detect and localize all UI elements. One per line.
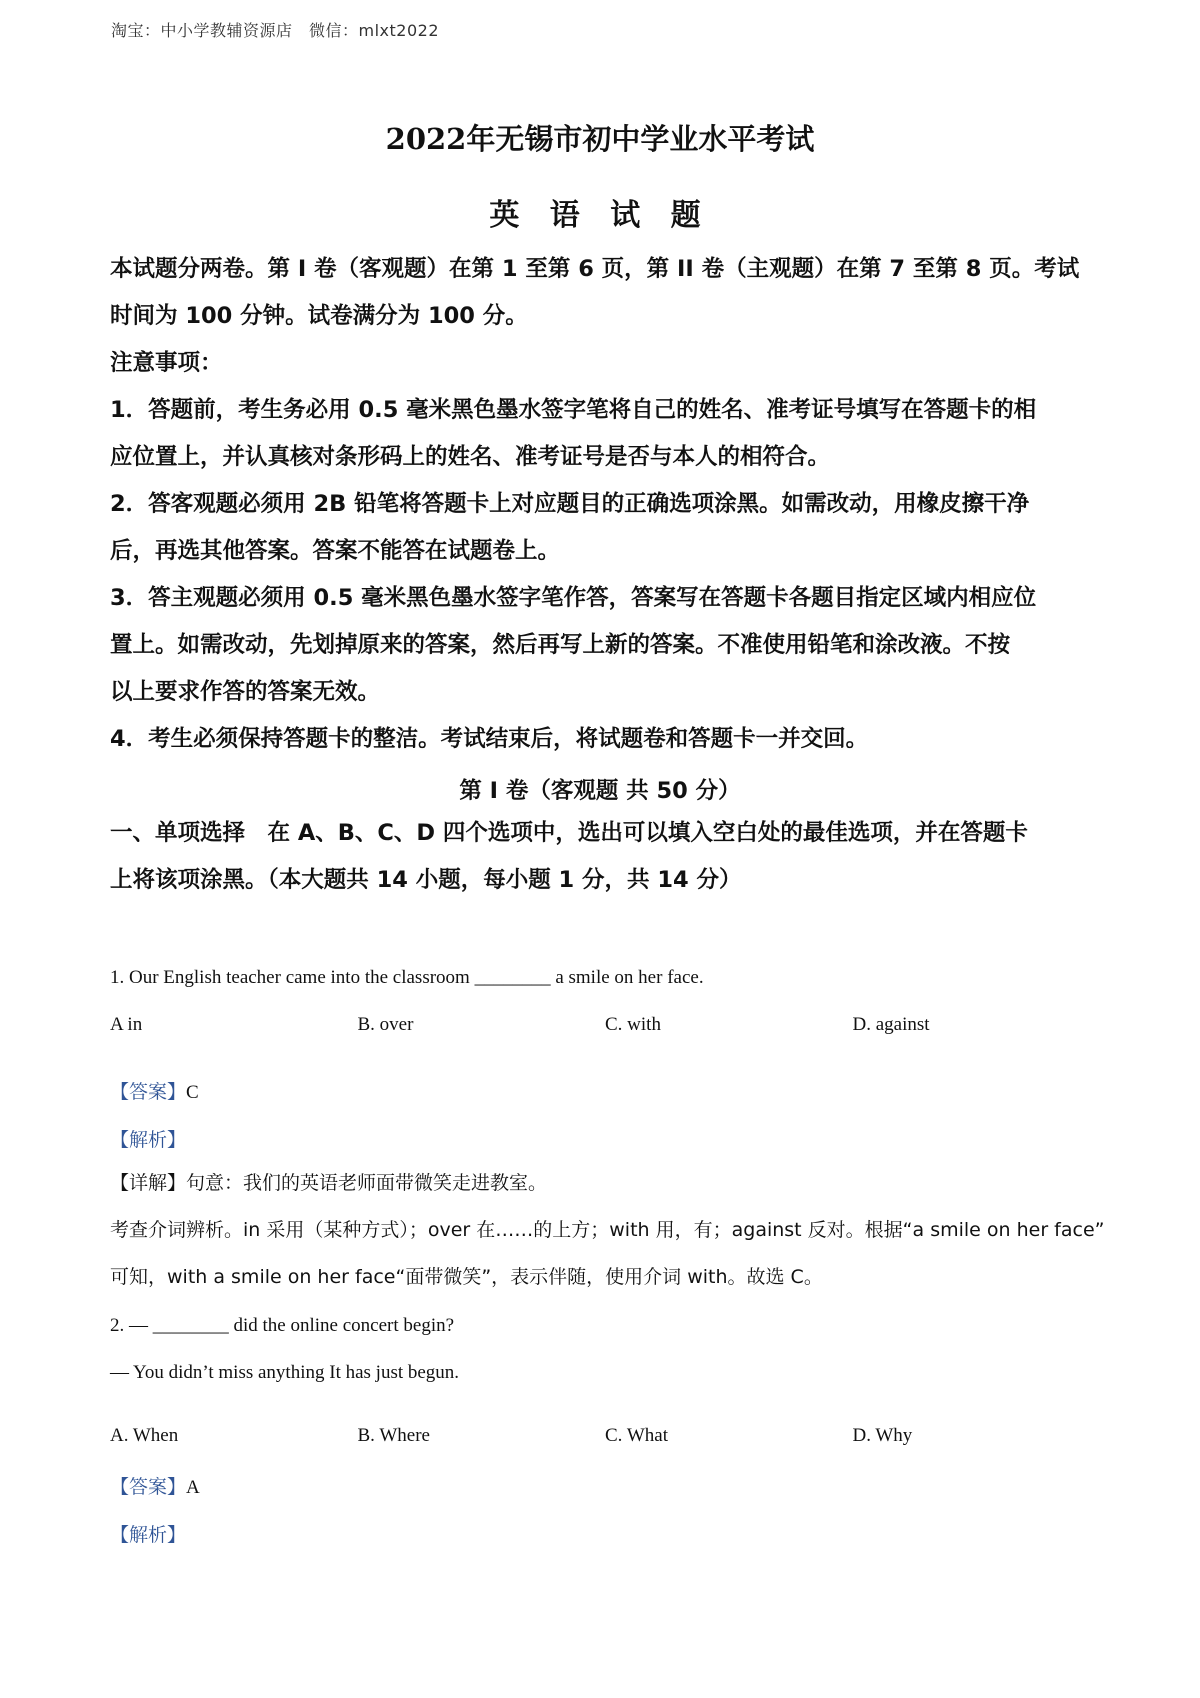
notice-title: 注意事项： [110,350,223,376]
analysis-label: 【解析】 [110,1524,187,1546]
detail-text: 句意：我们的英语老师面带微笑走进教室。 [186,1172,548,1194]
answer-value: A [186,1477,200,1498]
answer-line-2 [110,1472,200,1499]
exam-title: 2022年无锡市初中学业水平考试 [385,122,815,156]
answer-label: 【答案】 [110,1081,187,1103]
option-c: C. What [605,1425,668,1446]
question-1-stem: 1. Our English teacher came into the classroom ________ a smile on her face. [110,967,704,988]
option-c: C. with [605,1014,661,1035]
option-d: D. against [852,1014,930,1035]
notice-item: 3．答主观题必须用 0.5 毫米黑色墨水签字笔作答，答案写在答题卡各题目指定区域内相应位 [110,585,1037,611]
explanation-line: 考查介词辨析。in 采用（某种方式）；over 在……的上方；with 用，有；against 反对。根据“a smile on her face” [110,1219,1105,1241]
question-1-options [110,1014,1100,1036]
intro-line: 时间为 100 分钟。试卷满分为 100 分。 [110,303,528,329]
intro-line: 本试题分两卷。第 I 卷（客观题）在第 1 至第 6 页，第 II 卷（主观题）在第 7 至第 8 页。考试 [110,256,1080,282]
detail-line [110,1160,1100,1207]
notice-item: 以上要求作答的答案无效。 [110,679,381,705]
notice-item: 1．答题前，考生务必用 0.5 毫米黑色墨水签字笔将自己的姓名、准考证号填写在答题卡的相 [110,397,1037,423]
question-2-stem: 2. — ________ did the online concert begin? [110,1315,455,1336]
notice-item: 4．考生必须保持答题卡的整洁。考试结束后，将试题卷和答题卡一并交回。 [110,726,869,752]
explanation-line: 可知，with a smile on her face“面带微笑”，表示伴随，使用介词 with。故选 C。 [110,1266,823,1288]
option-a: A in [110,1014,143,1035]
answer-value: C [186,1082,199,1103]
notice-item: 2．答客观题必须用 2B 铅笔将答题卡上对应题目的正确选项涂黑。如需改动，用橡皮擦干净 [110,491,1030,517]
part-title-line: 上将该项涂黑。（本大题共 14 小题，每小题 1 分，共 14 分） [110,867,742,893]
option-d: D. Why [852,1425,913,1446]
answer-label: 【答案】 [110,1476,187,1498]
option-b: B. Where [357,1425,430,1446]
section-heading: 第 I 卷（客观题 共 50 分） [459,778,741,804]
notice-item: 后，再选其他答案。答案不能答在试题卷上。 [110,538,561,564]
notice-item: 应位置上，并认真核对条形码上的姓名、准考证号是否与本人的相符合。 [110,444,831,470]
detail-label: 【详解】 [110,1172,187,1194]
option-a: A. When [110,1425,179,1446]
analysis-line-2 [110,1520,186,1547]
notice-item: 置上。如需改动，先划掉原来的答案，然后再写上新的答案。不准使用铅笔和涂改液。不按 [110,632,1011,658]
part-title [110,810,1100,904]
part-title-line: 一、单项选择 在 A、B、C、D 四个选项中，选出可以填入空白处的最佳选项，并在答题卡 [110,820,1028,846]
analysis-label: 【解析】 [110,1129,187,1151]
instructions-block [110,246,1100,763]
analysis-line-1 [110,1125,186,1152]
exam-subtitle: 英 语 试 题 [489,198,711,233]
explanation-block-1 [110,1160,1105,1301]
watermark-header: 淘宝：中小学教辅资源店 微信：mlxt2022 [111,21,439,40]
question-2-options [110,1425,1100,1447]
option-b: B. over [357,1014,414,1035]
question-2-reply: — You didn’t miss anything It has just begun. [110,1362,460,1383]
answer-line-1 [110,1077,199,1104]
